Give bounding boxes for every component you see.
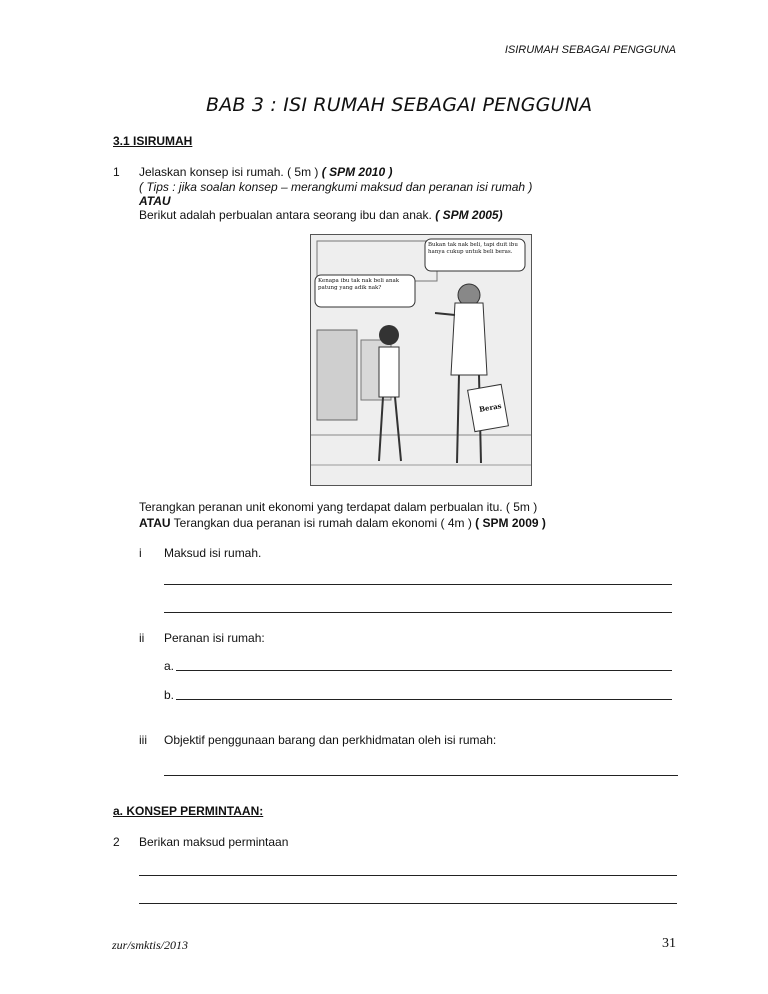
- sub-ii-a-label: a.: [164, 659, 175, 673]
- sub-i-text: Maksud isi rumah.: [164, 546, 262, 560]
- question-2-text: Berikan maksud permintaan: [139, 835, 289, 849]
- question-1-tips: ( Tips : jika soalan konsep – merangkumi maksud dan peranan isi rumah ): [139, 180, 533, 194]
- question-1-followup-1: Terangkan peranan unit ekonomi yang terdapat dalam perbualan itu. ( 5m ): [139, 500, 538, 514]
- question-1-alt: [139, 208, 503, 222]
- section-heading-3-1: 3.1 ISIRUMAH: [113, 134, 193, 148]
- sub-iii-number: iii: [139, 733, 147, 747]
- sub-ii-b-label: b.: [164, 688, 175, 702]
- sub-ii-text: Peranan isi rumah:: [164, 631, 265, 645]
- answer-line-iii[interactable]: [164, 775, 678, 776]
- question-1-or: ATAU: [139, 194, 171, 208]
- answer-line-ii-a[interactable]: [176, 670, 672, 671]
- question-1-text: [139, 165, 392, 179]
- sub-iii-text: Objektif penggunaan barang dan perkhidmatan oleh isi rumah:: [164, 733, 497, 747]
- question-1-followup-2: [139, 516, 546, 530]
- answer-line-q2-1[interactable]: [139, 875, 677, 876]
- question-1-alt-ref: ( SPM 2005): [435, 208, 503, 222]
- footer-author: zur/smktis/2013: [112, 938, 189, 952]
- page-title: BAB 3 : ISI RUMAH SEBAGAI PENGGUNA: [206, 94, 593, 116]
- followup-or: ATAU: [139, 516, 171, 530]
- answer-line-i-2[interactable]: [164, 612, 672, 613]
- speech-bubble-mother: Bukan tak nak beli, tapi duit ibu hanya cukup untuk beli beras.: [428, 242, 518, 255]
- followup-ref: ( SPM 2009 ): [475, 516, 546, 530]
- followup-text: Terangkan dua peranan isi rumah dalam ekonomi ( 4m ): [173, 516, 472, 530]
- rice-bag-label: Beras: [478, 401, 503, 414]
- answer-line-q2-2[interactable]: [139, 903, 677, 904]
- question-1-number: 1: [113, 165, 120, 179]
- sub-i-number: i: [139, 546, 142, 560]
- answer-line-i-1[interactable]: [164, 584, 672, 585]
- page-number: 31: [662, 936, 676, 951]
- sub-ii-number: ii: [139, 631, 145, 645]
- comic-illustration: [310, 234, 532, 486]
- comic-drawing: [311, 235, 531, 485]
- speech-bubble-child: Kenapa ibu tak nak beli anak patung yang adik nak?: [318, 278, 400, 291]
- running-header: ISIRUMAH SEBAGAI PENGGUNA: [504, 44, 676, 56]
- question-2-number: 2: [113, 835, 120, 849]
- section-heading-konsep-permintaan: a. KONSEP PERMINTAAN:: [113, 804, 264, 818]
- question-1-alt-text: Berikut adalah perbualan antara seorang ibu dan anak.: [139, 208, 432, 222]
- answer-line-ii-b[interactable]: [176, 699, 672, 700]
- question-1-ref: ( SPM 2010 ): [321, 165, 393, 179]
- question-1-prompt: Jelaskan konsep isi rumah. ( 5m ): [139, 165, 319, 179]
